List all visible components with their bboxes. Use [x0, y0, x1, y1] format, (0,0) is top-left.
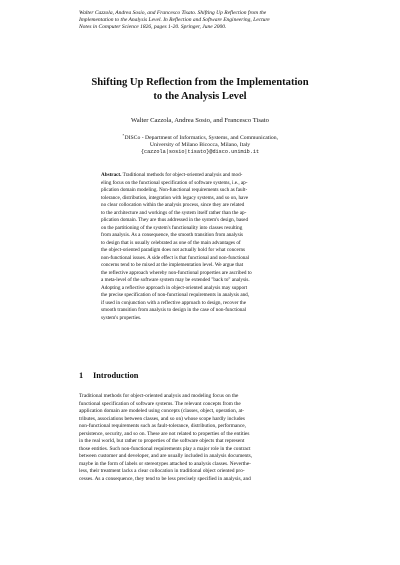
intro-line: those entities. Such non-functional requirements play a major role in the contract	[79, 445, 251, 452]
intro-line: maybe in the form of labels or stereotypes attached to analysis classes. Neverthe-	[79, 460, 251, 467]
abstract-line: on the partitioning of the system's functionality into classes resulting	[101, 224, 243, 231]
intro-line: tributes, associations between classes, and so on) whose scope hardly includes	[79, 415, 245, 422]
intro-line: persistence, security, and so on. These are not related to properties of the entities	[79, 430, 250, 437]
intro-line: between customer and developer, and are usually included in analysis documents,	[79, 453, 253, 460]
abstract-line: if used in conjunction with a reflective approach to design, recover the	[101, 299, 247, 306]
abstract-line: the object-oriented paradigm does not actually hold for what concerns	[101, 247, 246, 253]
abstract-line: eling focus on the functional specification of software systems, i.e., ap-	[101, 179, 248, 186]
abstract-line: non-functional issues. A side effect is that functional and non-functional	[101, 254, 250, 261]
abstract-line: a meta-level of the software system may be extended "back to" analysis.	[101, 277, 250, 283]
citation-line: Notes in Computer Science 1826, pages 1-20. Springer, June 2000.	[79, 24, 227, 31]
affiliation-email: {cazzola|sosio|tisato}@disco.unimib.it	[140, 149, 260, 156]
intro-line: functional specification of software systems. The relevant concepts from the	[79, 400, 241, 407]
affiliation-marker: ⋆	[121, 132, 125, 137]
abstract-line: smooth transition from analysis to design in the case of non-functional	[101, 307, 247, 313]
intro-line: application domain are modeled using concepts (classes, object, operation, at-	[79, 408, 245, 415]
abstract-line: Abstract. Traditional methods for object-oriented analysis and mod-	[101, 172, 243, 178]
introduction-body	[79, 393, 323, 484]
section-heading	[79, 371, 138, 381]
abstract-line: plication domain. They are thus addressed in the system's design, based	[101, 217, 249, 223]
intro-line: less, their treatment lacks a clear collocation in traditional object oriented pro-	[79, 468, 245, 475]
abstract-line: plication domain modeling. Non-functional requirements such as fault-	[101, 187, 248, 193]
citation-header	[79, 10, 329, 32]
section-number: 1	[79, 371, 84, 380]
intro-line: non-functional requirements such as fault-tolerance, distribution, performance,	[79, 423, 246, 430]
citation-line: Walter Cazzola, Andrea Sosio, and Francesco Tisato. Shifting Up Reflection from the	[79, 10, 267, 16]
abstract-line: from analysis. As a consequence, the smooth transition from analysis	[101, 232, 244, 238]
affiliation-org: ⋆DISCo - Department of Informatics, Systems, and Communication,	[121, 132, 279, 141]
abstract-line: the reflective approach whereby non-functional properties are ascribed to	[101, 269, 252, 276]
abstract-line: Adopting a reflective approach in object-oriented analysis may support	[101, 284, 248, 291]
affiliation-university: University of Milano Bicocca, Milano, Italy	[149, 141, 251, 148]
abstract-line: to the architecture and workings of the system itself rather than the ap-	[101, 209, 247, 216]
affiliation	[85, 131, 315, 156]
author-list: Walter Cazzola, Andrea Sosio, and Francesco Tisato	[131, 117, 269, 124]
section-title: Introduction	[93, 371, 139, 380]
citation-line: Implementation to the Analysis Level. In Reflection and Software Engineering, Lecture	[79, 17, 270, 24]
title-line: Shifting Up Reflection from the Implementation	[91, 77, 309, 88]
abstract-line: system's properties.	[101, 314, 142, 321]
title-line: to the Analysis Level	[153, 91, 247, 102]
intro-line: Traditional methods for object-oriented analysis and modeling focus on the	[79, 393, 239, 399]
abstract-line: the precise specification of non-functional requirements in analysis and,	[101, 292, 250, 298]
abstract	[101, 172, 311, 322]
abstract-label: Abstract.	[101, 172, 122, 178]
abstract-line: to design that is usually celebrated as one of the main advantages of	[101, 239, 241, 246]
paper-title	[60, 76, 340, 104]
abstract-line: tolerance, distribution, integration with legacy systems, and so on, have	[101, 194, 249, 201]
intro-line: in the real world, but rather to properties of the software objects that represent	[79, 438, 245, 445]
abstract-line: concerns tend to be mixed at the implementation level. We argue that	[101, 262, 244, 268]
intro-line: cesses. As a consequence, they tend to be less precisely specified in analysis, and	[79, 476, 251, 483]
abstract-line: no clear collocation within the analysis process, since they are related	[101, 202, 245, 208]
